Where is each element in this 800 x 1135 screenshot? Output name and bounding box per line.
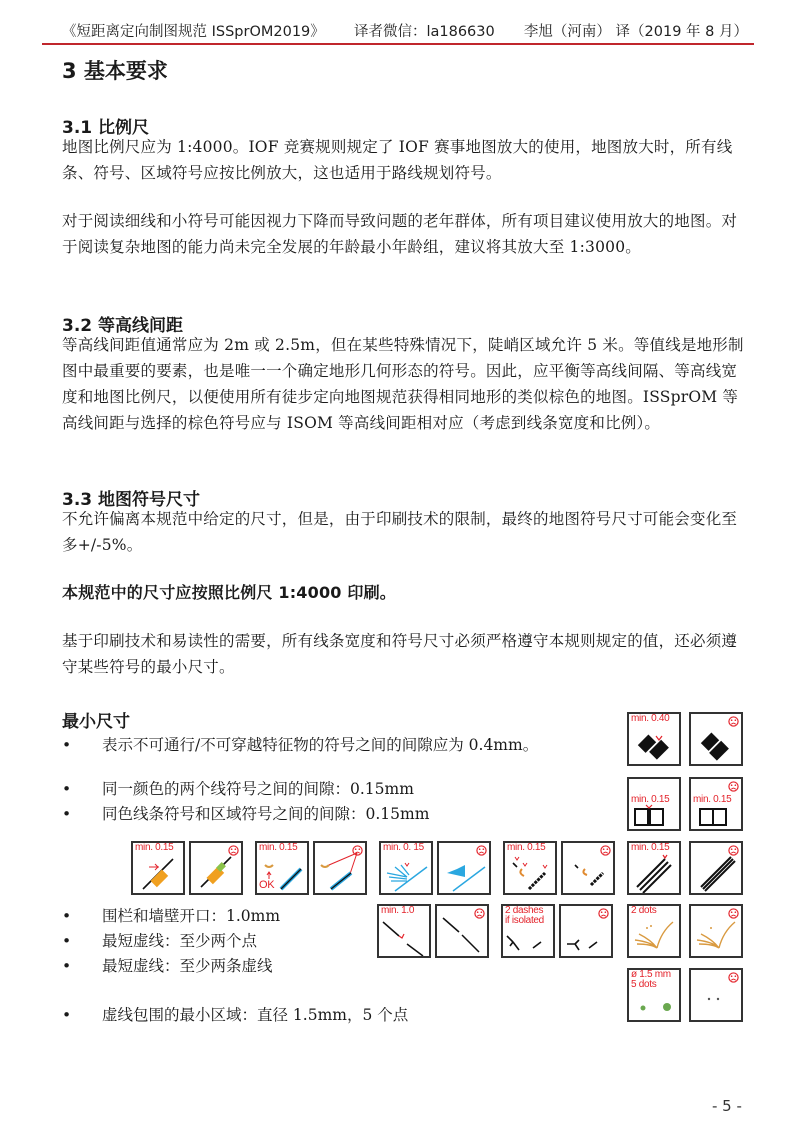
header-contact: 译者微信：la186630 <box>353 24 495 40</box>
water-symbol-icon <box>439 843 489 893</box>
figure-label: 5 dots <box>631 979 657 990</box>
water-symbol-icon <box>381 843 431 893</box>
list-item-text: 同色线条符号和区域符号之间的间隙：0.15mm <box>102 805 430 823</box>
parallel-lines-icon <box>629 843 679 893</box>
section-title-3-1: 3.1 比例尺 <box>62 118 150 138</box>
figure-label: ø 1.5 mm <box>631 969 671 980</box>
figure-dashes-wrong <box>559 904 613 958</box>
figure-blue-correct <box>379 841 433 895</box>
bullet: • <box>62 932 72 950</box>
brown-line-icon <box>629 906 679 956</box>
figure-fence-wrong <box>435 904 489 958</box>
small-symbols-icon <box>563 843 613 893</box>
figure-dashes-correct <box>501 904 555 958</box>
fence-icon <box>437 906 487 956</box>
section-title-3-3: 3.3 地图符号尺寸 <box>62 490 201 510</box>
figure-label: min. 0.15 <box>693 794 732 805</box>
running-header <box>62 20 748 41</box>
figure-fence-correct <box>377 904 431 958</box>
figure-gap-040-wrong <box>689 712 743 766</box>
paragraph: 对于阅读细线和小符号可能因视力下降而导致问题的老年群体，所有项目建议使用放大的地图。对于阅读复杂地图的能力尚未完全发展的年龄最小年龄组，建议将其放大至 1:3000。 <box>62 212 738 256</box>
figure-parallel-correct <box>627 841 681 895</box>
min-size-title: 最小尺寸 <box>62 712 130 732</box>
dashed-line-icon <box>503 906 553 956</box>
impassable-symbols-icon <box>629 714 679 764</box>
paragraph: 等高线间距值通常应为 2m 或 2.5m，但在某些特殊情况下，陡峭区域允许 5 米。等值线是地形制图中最重要的要素，也是唯一一个确定地形几何形态的符号。因此，应平衡等高线间隔、等高线宽度和地图比例尺，以便使用所有徒步定向地图规范获得相同地形的类似棕色的地图。ISSprOM 等高线间距与选择的棕色符号应与 ISOM 等高线间距相对应（考虑到线条宽度和比例）。 <box>62 336 744 432</box>
green-dots-icon <box>691 970 741 1020</box>
figure-label: 2 dashes <box>505 905 544 916</box>
parallel-lines-icon <box>691 843 741 893</box>
bullet: • <box>62 736 72 754</box>
list-item <box>62 954 273 978</box>
bullet: • <box>62 957 72 975</box>
figure-line-area-wrong <box>189 841 243 895</box>
line-area-icon <box>191 843 241 893</box>
figure-label: min. 0. 15 <box>383 842 424 853</box>
figure-small-correct <box>503 841 557 895</box>
figure-area-wrong <box>689 968 743 1022</box>
figure-line-gap-correct <box>627 777 681 831</box>
figure-label: min. 0.15 <box>507 842 546 853</box>
figure-label: 2 dots <box>631 905 657 916</box>
paragraph: 不允许偏离本规范中给定的尺寸，但是，由于印刷技术的限制，最终的地图符号尺寸可能会变化至多+/-5%。 <box>62 510 738 554</box>
figure-parallel-wrong <box>689 841 743 895</box>
green-dots-icon <box>629 970 679 1020</box>
figure-blue-wrong <box>437 841 491 895</box>
figure-dots-correct <box>627 904 681 958</box>
figure-gap-040-correct <box>627 712 681 766</box>
small-symbols-icon <box>505 843 555 893</box>
list-item <box>62 1003 408 1027</box>
impassable-symbols-icon <box>691 714 741 764</box>
list-item-text: 虚线包围的最小区域：直径 1.5mm，5 个点 <box>102 1006 409 1024</box>
bullet: • <box>62 780 72 798</box>
chapter-title: 3 基本要求 <box>62 59 168 83</box>
list-item <box>62 733 538 757</box>
figure-label: min. 1.0 <box>381 905 415 916</box>
brown-line-icon <box>691 906 741 956</box>
figure-area-correct <box>627 968 681 1022</box>
line-area-icon <box>133 843 183 893</box>
figure-label: min. 0.15 <box>631 842 670 853</box>
bullet: • <box>62 907 72 925</box>
list-item <box>62 929 257 953</box>
header-translator: 李旭（河南） 译（2019 年 8 月） <box>523 24 748 40</box>
page-number: - 5 - <box>712 1097 742 1115</box>
ok-label: OK <box>259 879 275 891</box>
list-item <box>62 904 280 928</box>
list-item-text: 最短虚线：至少两条虚线 <box>102 957 273 975</box>
line-symbols-icon <box>257 843 307 893</box>
list-item-text: 表示不可通行/不可穿越特征物的符号之间的间隙应为 0.4mm。 <box>102 736 539 754</box>
figure-label: if isolated <box>505 915 544 926</box>
list-item-text: 围栏和墙壁开口：1.0mm <box>102 907 281 925</box>
figure-line-gap-wrong <box>689 777 743 831</box>
section-title-3-2: 3.2 等高线间距 <box>62 316 184 336</box>
line-symbols-icon <box>315 843 365 893</box>
dashed-line-icon <box>561 906 611 956</box>
paragraph: 基于印刷技术和易读性的需要，所有线条宽度和符号尺寸必须严格遵守本规则规定的值，还必须遵守某些符号的最小尺寸。 <box>62 632 738 676</box>
fence-icon <box>379 906 429 956</box>
paragraph: 地图比例尺应为 1:4000。IOF 竞赛规则规定了 IOF 赛事地图放大的使用，地图放大时，所有线条、符号、区域符号应按比例放大，这也适用于路线规划符号。 <box>62 138 733 182</box>
figure-ok-wrong <box>313 841 367 895</box>
list-item <box>62 802 429 826</box>
list-item-text: 同一颜色的两个线符号之间的间隙：0.15mm <box>102 780 414 798</box>
figure-line-area-correct <box>131 841 185 895</box>
header-divider <box>42 43 754 45</box>
figure-ok-correct <box>255 841 309 895</box>
list-item-text: 最短虚线：至少两个点 <box>102 932 258 950</box>
figure-label: min. 0.40 <box>631 713 670 724</box>
line-symbols-icon <box>629 779 679 829</box>
figure-label: min. 0.15 <box>259 842 298 853</box>
line-symbols-icon <box>691 779 741 829</box>
bold-statement: 本规范中的尺寸应按照比例尺 1:4000 印刷。 <box>62 583 397 602</box>
header-title: 《短距离定向制图规范 ISSprOM2019》 <box>62 24 325 40</box>
figure-small-wrong <box>561 841 615 895</box>
bullet: • <box>62 1006 72 1024</box>
bullet: • <box>62 805 72 823</box>
figure-label: min. 0.15 <box>631 794 670 805</box>
figure-label: min. 0.15 <box>135 842 174 853</box>
list-item <box>62 777 414 801</box>
figure-dots-wrong <box>689 904 743 958</box>
